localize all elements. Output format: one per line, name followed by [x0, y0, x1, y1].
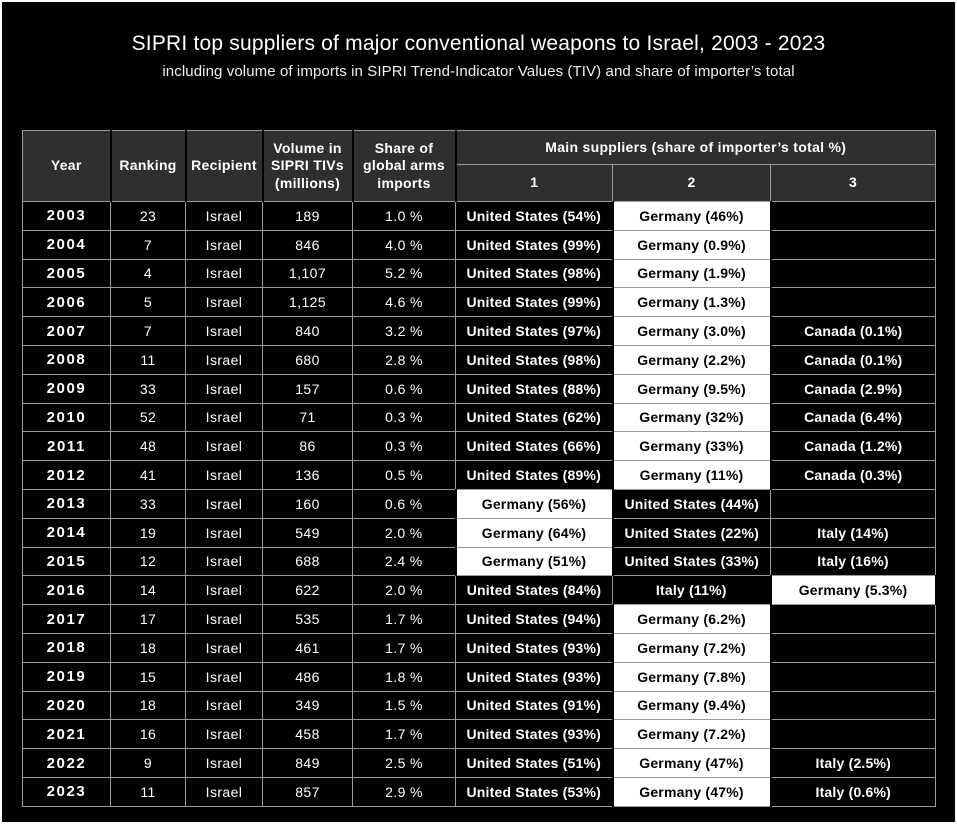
- supplier-cell-2: Germany (9.4%): [613, 691, 771, 720]
- supplier-cell-2: Germany (46%): [613, 202, 771, 231]
- ranking-cell: 52: [111, 403, 186, 432]
- supplier-cell-2: Germany (1.3%): [613, 288, 771, 317]
- ranking-cell: 5: [111, 288, 186, 317]
- col-header-supplier-1: 1: [456, 165, 613, 202]
- table-row: [23, 259, 936, 288]
- year-cell: 2013: [23, 489, 111, 518]
- share-cell: 2.5 %: [353, 749, 456, 778]
- table-row: [23, 432, 936, 461]
- ranking-cell: 4: [111, 259, 186, 288]
- recipient-cell: Israel: [186, 576, 263, 605]
- col-header-supplier-2: 2: [613, 165, 771, 202]
- col-header-share: Share of global arms imports: [353, 131, 456, 202]
- year-cell: 2009: [23, 374, 111, 403]
- table-body: [23, 202, 936, 807]
- supplier-cell-3: Italy (14%): [771, 518, 936, 547]
- share-cell: 1.8 %: [353, 662, 456, 691]
- year-cell: 2014: [23, 518, 111, 547]
- supplier-cell-1: United States (84%): [456, 576, 613, 605]
- share-cell: 0.5 %: [353, 461, 456, 490]
- recipient-cell: Israel: [186, 547, 263, 576]
- supplier-cell-1: United States (51%): [456, 749, 613, 778]
- year-cell: 2012: [23, 461, 111, 490]
- table-row: [23, 230, 936, 259]
- recipient-cell: Israel: [186, 259, 263, 288]
- volume-cell: 458: [263, 720, 353, 749]
- share-cell: 1.5 %: [353, 691, 456, 720]
- supplier-cell-2: United States (44%): [613, 489, 771, 518]
- recipient-cell: Israel: [186, 288, 263, 317]
- supplier-cell-3: Italy (16%): [771, 547, 936, 576]
- table-row: [23, 691, 936, 720]
- share-cell: 3.2 %: [353, 317, 456, 346]
- table-row: [23, 749, 936, 778]
- recipient-cell: Israel: [186, 489, 263, 518]
- supplier-cell-1: Germany (51%): [456, 547, 613, 576]
- supplier-cell-2: Italy (11%): [613, 576, 771, 605]
- year-cell: 2011: [23, 432, 111, 461]
- supplier-cell-2: Germany (33%): [613, 432, 771, 461]
- year-cell: 2015: [23, 547, 111, 576]
- share-cell: 2.4 %: [353, 547, 456, 576]
- ranking-cell: 16: [111, 720, 186, 749]
- share-cell: 0.6 %: [353, 489, 456, 518]
- supplier-cell-1: Germany (56%): [456, 489, 613, 518]
- table-row: [23, 317, 936, 346]
- recipient-cell: Israel: [186, 230, 263, 259]
- year-cell: 2020: [23, 691, 111, 720]
- table-row: [23, 633, 936, 662]
- supplier-cell-1: United States (53%): [456, 777, 613, 806]
- supplier-cell-1: United States (66%): [456, 432, 613, 461]
- supplier-cell-3: Canada (2.9%): [771, 374, 936, 403]
- ranking-cell: 12: [111, 547, 186, 576]
- supplier-cell-3: [771, 633, 936, 662]
- ranking-cell: 33: [111, 374, 186, 403]
- supplier-cell-3: [771, 691, 936, 720]
- ranking-cell: 23: [111, 202, 186, 231]
- year-cell: 2005: [23, 259, 111, 288]
- supplier-cell-3: [771, 605, 936, 634]
- supplier-cell-3: Canada (6.4%): [771, 403, 936, 432]
- supplier-cell-2: Germany (9.5%): [613, 374, 771, 403]
- supplier-cell-2: United States (33%): [613, 547, 771, 576]
- year-cell: 2018: [23, 633, 111, 662]
- recipient-cell: Israel: [186, 633, 263, 662]
- year-cell: 2010: [23, 403, 111, 432]
- supplier-cell-1: United States (93%): [456, 720, 613, 749]
- table-header: [23, 131, 936, 202]
- ranking-cell: 15: [111, 662, 186, 691]
- supplier-cell-3: [771, 720, 936, 749]
- supplier-cell-3: Canada (0.1%): [771, 317, 936, 346]
- supplier-cell-2: Germany (11%): [613, 461, 771, 490]
- col-header-main-suppliers: Main suppliers (share of importer’s total %): [456, 131, 936, 165]
- header-row-main: [23, 131, 936, 165]
- ranking-cell: 41: [111, 461, 186, 490]
- ranking-cell: 17: [111, 605, 186, 634]
- recipient-cell: Israel: [186, 720, 263, 749]
- col-header-supplier-3: 3: [771, 165, 936, 202]
- ranking-cell: 19: [111, 518, 186, 547]
- supplier-cell-3: [771, 230, 936, 259]
- supplier-cell-2: Germany (3.0%): [613, 317, 771, 346]
- volume-cell: 535: [263, 605, 353, 634]
- recipient-cell: Israel: [186, 317, 263, 346]
- recipient-cell: Israel: [186, 777, 263, 806]
- supplier-cell-1: United States (97%): [456, 317, 613, 346]
- ranking-cell: 48: [111, 432, 186, 461]
- recipient-cell: Israel: [186, 202, 263, 231]
- supplier-cell-2: Germany (47%): [613, 749, 771, 778]
- recipient-cell: Israel: [186, 518, 263, 547]
- volume-cell: 461: [263, 633, 353, 662]
- col-header-year: Year: [23, 131, 111, 202]
- recipient-cell: Israel: [186, 691, 263, 720]
- recipient-cell: Israel: [186, 662, 263, 691]
- share-cell: 1.0 %: [353, 202, 456, 231]
- share-cell: 2.9 %: [353, 777, 456, 806]
- supplier-cell-1: United States (98%): [456, 259, 613, 288]
- supplier-cell-1: United States (91%): [456, 691, 613, 720]
- supplier-cell-1: United States (62%): [456, 403, 613, 432]
- table-row: [23, 547, 936, 576]
- table-row: [23, 662, 936, 691]
- supplier-cell-2: Germany (0.9%): [613, 230, 771, 259]
- table-row: [23, 720, 936, 749]
- year-cell: 2023: [23, 777, 111, 806]
- supplier-cell-1: United States (99%): [456, 288, 613, 317]
- volume-cell: 622: [263, 576, 353, 605]
- share-cell: 1.7 %: [353, 720, 456, 749]
- col-header-recipient: Recipient: [186, 131, 263, 202]
- supplier-cell-1: United States (94%): [456, 605, 613, 634]
- volume-cell: 1,107: [263, 259, 353, 288]
- year-cell: 2016: [23, 576, 111, 605]
- year-cell: 2017: [23, 605, 111, 634]
- title-block: [2, 32, 955, 80]
- supplier-cell-2: Germany (6.2%): [613, 605, 771, 634]
- recipient-cell: Israel: [186, 605, 263, 634]
- volume-cell: 688: [263, 547, 353, 576]
- supplier-cell-2: Germany (47%): [613, 777, 771, 806]
- ranking-cell: 18: [111, 633, 186, 662]
- year-cell: 2008: [23, 345, 111, 374]
- share-cell: 2.0 %: [353, 518, 456, 547]
- supplier-cell-3: Italy (2.5%): [771, 749, 936, 778]
- recipient-cell: Israel: [186, 403, 263, 432]
- supplier-cell-3: [771, 288, 936, 317]
- table-row: [23, 518, 936, 547]
- supplier-cell-2: Germany (32%): [613, 403, 771, 432]
- ranking-cell: 11: [111, 345, 186, 374]
- ranking-cell: 33: [111, 489, 186, 518]
- volume-cell: 157: [263, 374, 353, 403]
- supplier-cell-1: United States (89%): [456, 461, 613, 490]
- ranking-cell: 9: [111, 749, 186, 778]
- supplier-cell-3: [771, 662, 936, 691]
- year-cell: 2022: [23, 749, 111, 778]
- year-cell: 2019: [23, 662, 111, 691]
- volume-cell: 549: [263, 518, 353, 547]
- year-cell: 2021: [23, 720, 111, 749]
- supplier-cell-1: United States (93%): [456, 662, 613, 691]
- share-cell: 0.3 %: [353, 432, 456, 461]
- table-row: [23, 777, 936, 806]
- supplier-cell-2: Germany (7.8%): [613, 662, 771, 691]
- share-cell: 2.0 %: [353, 576, 456, 605]
- supplier-cell-2: Germany (1.9%): [613, 259, 771, 288]
- supplier-cell-1: United States (99%): [456, 230, 613, 259]
- col-header-ranking: Ranking: [111, 131, 186, 202]
- volume-cell: 857: [263, 777, 353, 806]
- table-row: [23, 605, 936, 634]
- share-cell: 4.0 %: [353, 230, 456, 259]
- share-cell: 0.6 %: [353, 374, 456, 403]
- supplier-cell-3: Italy (0.6%): [771, 777, 936, 806]
- table-row: [23, 288, 936, 317]
- col-header-volume: Volume in SIPRI TIVs (millions): [263, 131, 353, 202]
- table-row: [23, 345, 936, 374]
- volume-cell: 680: [263, 345, 353, 374]
- recipient-cell: Israel: [186, 461, 263, 490]
- recipient-cell: Israel: [186, 374, 263, 403]
- share-cell: 1.7 %: [353, 633, 456, 662]
- ranking-cell: 7: [111, 230, 186, 259]
- supplier-cell-1: United States (54%): [456, 202, 613, 231]
- share-cell: 2.8 %: [353, 345, 456, 374]
- volume-cell: 86: [263, 432, 353, 461]
- supplier-cell-2: Germany (2.2%): [613, 345, 771, 374]
- supplier-cell-2: Germany (7.2%): [613, 633, 771, 662]
- supplier-cell-3: [771, 202, 936, 231]
- supplier-cell-1: United States (93%): [456, 633, 613, 662]
- volume-cell: 189: [263, 202, 353, 231]
- table-row: [23, 489, 936, 518]
- supplier-cell-3: Canada (0.3%): [771, 461, 936, 490]
- ranking-cell: 18: [111, 691, 186, 720]
- page-title: SIPRI top suppliers of major conventional weapons to Israel, 2003 - 2023: [131, 32, 826, 55]
- year-cell: 2007: [23, 317, 111, 346]
- suppliers-table: [22, 130, 937, 807]
- table-row: [23, 403, 936, 432]
- volume-cell: 846: [263, 230, 353, 259]
- supplier-cell-3: Germany (5.3%): [771, 576, 936, 605]
- volume-cell: 160: [263, 489, 353, 518]
- table-row: [23, 374, 936, 403]
- table-row: [23, 202, 936, 231]
- supplier-cell-3: Canada (0.1%): [771, 345, 936, 374]
- supplier-cell-3: [771, 489, 936, 518]
- share-cell: 1.7 %: [353, 605, 456, 634]
- supplier-cell-2: Germany (7.2%): [613, 720, 771, 749]
- year-cell: 2003: [23, 202, 111, 231]
- year-cell: 2004: [23, 230, 111, 259]
- page-subtitle: including volume of imports in SIPRI Trend-Indicator Values (TIV) and share of importer’s total: [162, 63, 795, 80]
- ranking-cell: 11: [111, 777, 186, 806]
- recipient-cell: Israel: [186, 432, 263, 461]
- share-cell: 0.3 %: [353, 403, 456, 432]
- supplier-cell-2: United States (22%): [613, 518, 771, 547]
- share-cell: 4.6 %: [353, 288, 456, 317]
- supplier-cell-1: United States (88%): [456, 374, 613, 403]
- volume-cell: 849: [263, 749, 353, 778]
- volume-cell: 71: [263, 403, 353, 432]
- ranking-cell: 7: [111, 317, 186, 346]
- supplier-cell-1: United States (98%): [456, 345, 613, 374]
- share-cell: 5.2 %: [353, 259, 456, 288]
- volume-cell: 1,125: [263, 288, 353, 317]
- supplier-cell-1: Germany (64%): [456, 518, 613, 547]
- recipient-cell: Israel: [186, 749, 263, 778]
- supplier-cell-3: [771, 259, 936, 288]
- table-row: [23, 576, 936, 605]
- supplier-cell-3: Canada (1.2%): [771, 432, 936, 461]
- volume-cell: 136: [263, 461, 353, 490]
- volume-cell: 840: [263, 317, 353, 346]
- ranking-cell: 14: [111, 576, 186, 605]
- recipient-cell: Israel: [186, 345, 263, 374]
- volume-cell: 486: [263, 662, 353, 691]
- year-cell: 2006: [23, 288, 111, 317]
- volume-cell: 349: [263, 691, 353, 720]
- table-row: [23, 461, 936, 490]
